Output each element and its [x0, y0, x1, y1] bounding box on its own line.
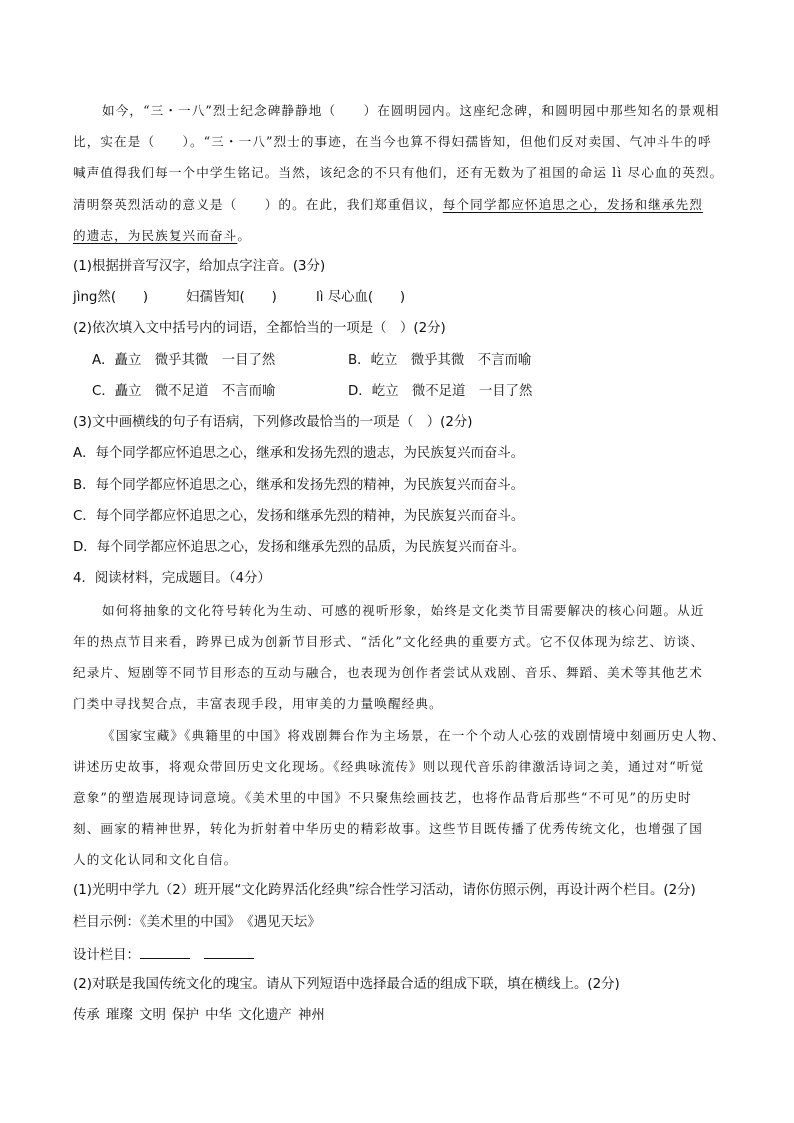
pinyin-item: jìng然( )	[73, 290, 149, 305]
passage-text: 。	[237, 228, 252, 243]
pinyin-item: 妇孺皆知( )	[186, 290, 277, 305]
pinyin-item: lì 尽心血( )	[316, 290, 406, 305]
answer-blank[interactable]	[204, 944, 254, 959]
passage-line: 喊声值得我们每一个中学生铭记。当然，该纪念的不只有他们，还有无数为了祖国的命运 lì 尽心血的英烈。	[73, 165, 724, 180]
underlined-sentence: 每个同学都应怀追思之心，发扬和继承先烈	[442, 197, 703, 212]
question-prompt: (1)光明中学九（2）班开展“文化跨界活化经典”综合性学习活动，请你仿照示例，再设计两个栏目。(2分)	[73, 883, 696, 898]
design-columns-line	[73, 944, 268, 966]
underlined-sentence: 的遗志，为民族复兴而奋斗	[73, 228, 238, 243]
question-prompt: (2)对联是我国传统文化的瑰宝。请从下列短语中选择最合适的组成下联，填在横线上。(2分)	[73, 977, 620, 992]
passage-line	[73, 195, 703, 215]
phrase-list: 传承 璀璨 文明 保护 中华 文化遗产 神州	[73, 1008, 325, 1023]
material-line: 《国家宝藏》《典籍里的中国》将戏剧舞台作为主场景，在一个个动人心弦的戏剧情境中刻画历史人物、	[102, 728, 726, 743]
answer-blank[interactable]	[140, 944, 190, 959]
material-line: 门类中寻找契合点，丰富表现手段，用审美的力量唤醒经典。	[73, 696, 443, 711]
question-prompt: (2)依次填入文中括号内的词语，全都恰当的一项是（ ）(2分)	[73, 321, 446, 336]
material-line: 刻、画家的精神世界，转化为折射着中华历史的精彩故事。这些节目既传播了优秀传统文化，也增强了国	[73, 821, 703, 836]
material-line: 纪录片、短剧等不同节目形态的互动与融合，也表现为创作者尝试从戏剧、音乐、舞蹈、美术等其他艺术	[73, 665, 703, 680]
option-c: C．每个同学都应怀追思之心，发扬和继承先烈的精神，为民族复兴而奋斗。	[73, 509, 525, 524]
passage-line	[73, 226, 251, 246]
material-line: 年的热点节目来看，跨界已成为创新节目形式、“活化”文化经典的重要方式。它不仅体现为综艺、访谈、	[73, 634, 705, 649]
option-b: B．屹立 微乎其微 不言而喻	[348, 353, 532, 368]
option-a: A．每个同学都应怀追思之心，继承和发扬先烈的遗志，为民族复兴而奋斗。	[73, 446, 525, 461]
option-d: D．每个同学都应怀追思之心，发扬和继承先烈的品质，为民族复兴而奋斗。	[73, 540, 526, 555]
material-line: 意象”的塑造展现诗词意境。《美术里的中国》不只聚焦绘画技艺，也将作品背后那些“不可见”的历史时	[73, 790, 692, 805]
material-line: 如何将抽象的文化符号转化为生动、可感的视听形象，始终是文化类节目需要解决的核心问题。从近	[102, 603, 705, 618]
design-columns-label: 设计栏目：	[73, 948, 140, 963]
option-d: D．屹立 微不足道 一目了然	[348, 384, 533, 399]
material-line: 讲述历史故事，将观众带回历史文化现场。《经典咏流传》则以现代音乐韵律激活诗词之美，通过对“听觉	[73, 759, 705, 774]
option-a: A．矗立 微乎其微 一目了然	[92, 353, 276, 368]
question-heading: 4．阅读材料，完成题目。（4分）	[73, 571, 271, 586]
column-example: 栏目示例：《美术里的中国》 《遇见天坛》	[73, 915, 321, 930]
passage-line: 比，实在是（ ）。“三・一八”烈士的事迹，在当今也算不得妇孺皆知，但他们反对卖国、气冲斗牛的呼	[73, 134, 712, 149]
question-prompt: (1)根据拼音写汉字，给加点字注音。(3分)	[73, 259, 326, 274]
question-prompt: (3)文中画横线的句子有语病，下列修改最恰当的一项是（ ）(2分)	[73, 415, 473, 430]
passage-text: 清明祭英烈活动的意义是（ ）的。在此，我们郑重倡议，	[73, 197, 443, 212]
passage-line: 如今，“三・一八”烈士纪念碑静静地（ ）在圆明园内。这座纪念碑，和圆明园中那些知名的景观相	[102, 103, 720, 118]
material-line: 人的文化认同和文化自信。	[73, 852, 238, 867]
option-c: C．矗立 微不足道 不言而喻	[92, 384, 276, 399]
option-b: B．每个同学都应怀追思之心，继承和发扬先烈的精神，为民族复兴而奋斗。	[73, 478, 525, 493]
